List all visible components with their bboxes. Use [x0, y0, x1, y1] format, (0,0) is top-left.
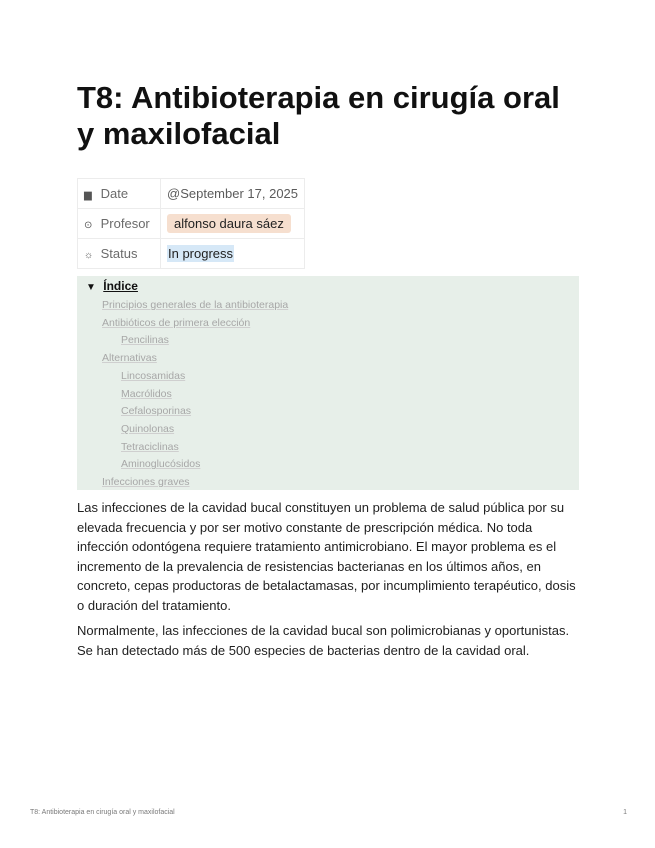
property-value-date[interactable]	[161, 179, 305, 209]
toc-item[interactable]: Tetraciclinas	[121, 440, 179, 453]
property-label: Date	[100, 186, 129, 201]
calendar-icon: ▆	[84, 190, 92, 201]
footer-title: T8: Antibioterapia en cirugía oral y maxilofacial	[30, 809, 175, 816]
person-tag: alfonso daura sáez	[167, 214, 291, 233]
body-paragraph: Las infecciones de la cavidad bucal constituyen un problema de salud pública por su elevada frecuencia y por ser motivo constante de prescripción médica. No toda infección odontógena requiere tratamiento antimicrobiano. El mayor problema es el incremento de la prevalencia de resistencias bacterianas en los últimos años, en concreto, cepas productoras de betalactamasas, por incumplimiento terapéutico, dosis o duración del tratamiento.	[77, 500, 576, 613]
property-row-status	[78, 239, 305, 269]
table-of-contents	[102, 297, 288, 492]
property-label: Status	[100, 246, 138, 261]
toc-item[interactable]: Principios generales de la antibioterapia	[102, 299, 289, 311]
toc-heading: Índice	[103, 279, 138, 293]
property-value-profesor[interactable]	[161, 209, 305, 239]
status-badge: In progress	[168, 246, 234, 261]
toc-item[interactable]: Quinolonas	[121, 422, 175, 435]
toc-item[interactable]: Macrólidos	[121, 387, 172, 400]
date-value: @September 17, 2025	[167, 186, 299, 201]
toc-item[interactable]: Pencilinas	[121, 334, 169, 347]
page-title: T8: Antibioterapia en cirugía oral y maxilofacial	[77, 80, 560, 151]
page-number: 1	[623, 809, 627, 816]
property-label: Profesor	[100, 216, 150, 231]
page-footer	[30, 809, 627, 816]
toc-item[interactable]: Alternativas	[102, 352, 157, 365]
property-row-profesor	[78, 209, 305, 239]
property-key-status	[78, 239, 161, 269]
body-paragraph: Normalmente, las infecciones de la cavidad bucal son polimicrobianas y oportunistas. Se han detectado más de 500 especies de bacterias dentro de la cavidad oral.	[77, 623, 570, 658]
person-icon: ⊙	[84, 220, 93, 231]
triangle-down-icon[interactable]: ▼	[86, 282, 96, 293]
toc-item[interactable]: Cefalosporinas	[121, 405, 192, 418]
toc-item[interactable]: Antibióticos de primera elección	[102, 316, 251, 329]
toc-toggle-block	[77, 276, 579, 490]
toc-item[interactable]: Infecciones graves	[102, 476, 190, 489]
property-value-status[interactable]	[161, 239, 305, 269]
property-key-profesor	[78, 209, 161, 239]
properties-table	[77, 178, 305, 269]
property-key-date	[78, 179, 161, 209]
toc-toggle-header[interactable]	[86, 279, 138, 293]
toc-item[interactable]: Aminoglucósidos	[121, 458, 201, 471]
toc-item[interactable]: Lincosamidas	[121, 369, 186, 382]
property-row-date	[78, 179, 305, 209]
status-icon: ☼	[84, 250, 94, 261]
